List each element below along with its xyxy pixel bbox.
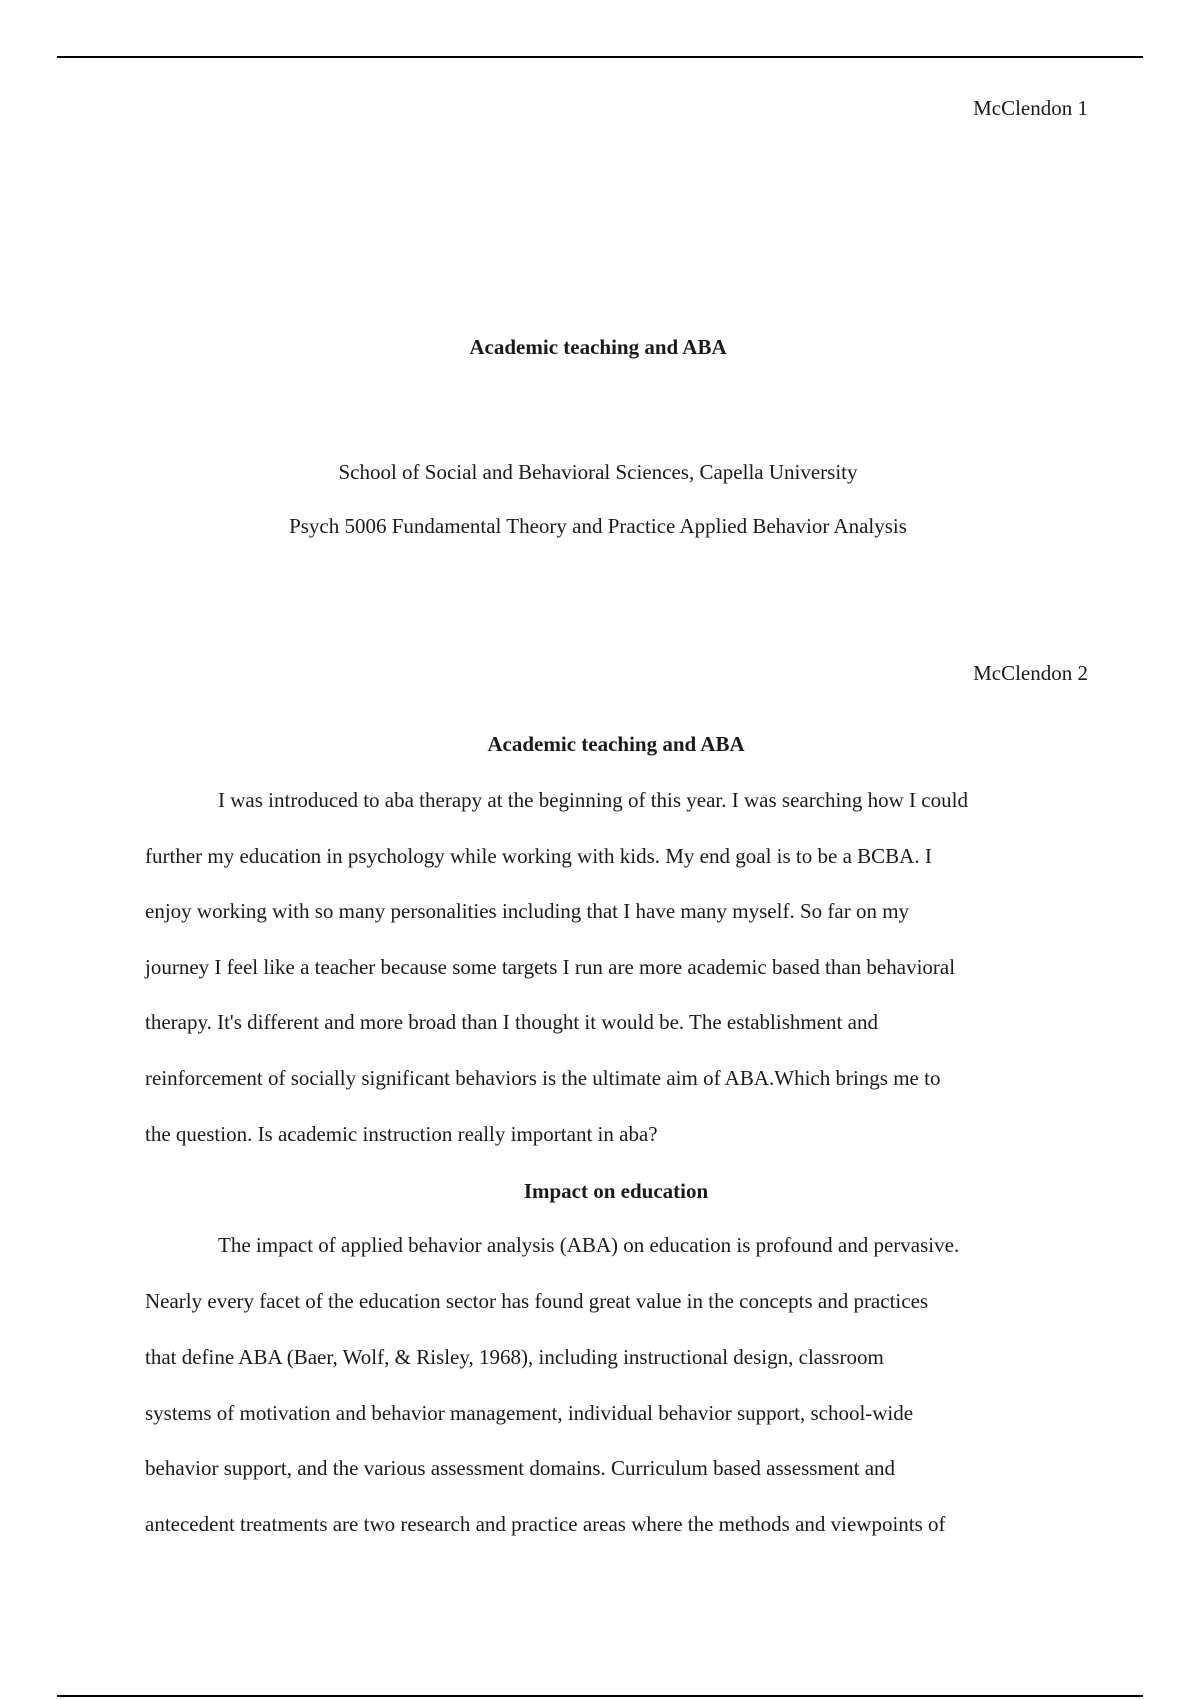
- paragraph-line: I was introduced to aba therapy at the beginning of this year. I was searching how I could: [218, 788, 968, 812]
- running-head-page-2: McClendon 2: [973, 661, 1088, 685]
- paragraph-line: The impact of applied behavior analysis (ABA) on education is profound and pervasive.: [218, 1233, 960, 1257]
- page-top-rule: [57, 56, 1143, 58]
- paragraph-line: journey I feel like a teacher because some targets I run are more academic based than behavioral: [145, 955, 956, 979]
- paragraph-line: that define ABA (Baer, Wolf, & Risley, 1968), including instructional design, classroom: [145, 1345, 884, 1369]
- paragraph-line: behavior support, and the various assessment domains. Curriculum based assessment and: [145, 1456, 896, 1480]
- paragraph-line: the question. Is academic instruction really important in aba?: [145, 1122, 658, 1146]
- paragraph-line: systems of motivation and behavior management, individual behavior support, school-wide: [145, 1401, 914, 1425]
- paragraph-line: enjoy working with so many personalities including that I have many myself. So far on my: [145, 899, 910, 923]
- course-line: Psych 5006 Fundamental Theory and Practice Applied Behavior Analysis: [289, 514, 907, 538]
- title-page-title: Academic teaching and ABA: [469, 335, 727, 359]
- paragraph-line: therapy. It's different and more broad than I thought it would be. The establishment and: [145, 1010, 878, 1034]
- paragraph-line: antecedent treatments are two research and practice areas where the methods and viewpoints of: [145, 1512, 946, 1536]
- paragraph-line: further my education in psychology while working with kids. My end goal is to be a BCBA. I: [145, 844, 932, 868]
- running-head-page-1: McClendon 1: [973, 96, 1088, 120]
- affiliation-line: School of Social and Behavioral Sciences, Capella University: [338, 460, 858, 484]
- paragraph-line: reinforcement of socially significant behaviors is the ultimate aim of ABA.Which brings me to: [145, 1066, 941, 1090]
- page-bottom-rule: [57, 1695, 1143, 1697]
- section-heading: Impact on education: [523, 1179, 709, 1203]
- paragraph-line: Nearly every facet of the education sector has found great value in the concepts and practices: [145, 1289, 929, 1313]
- essay-title: Academic teaching and ABA: [487, 732, 745, 756]
